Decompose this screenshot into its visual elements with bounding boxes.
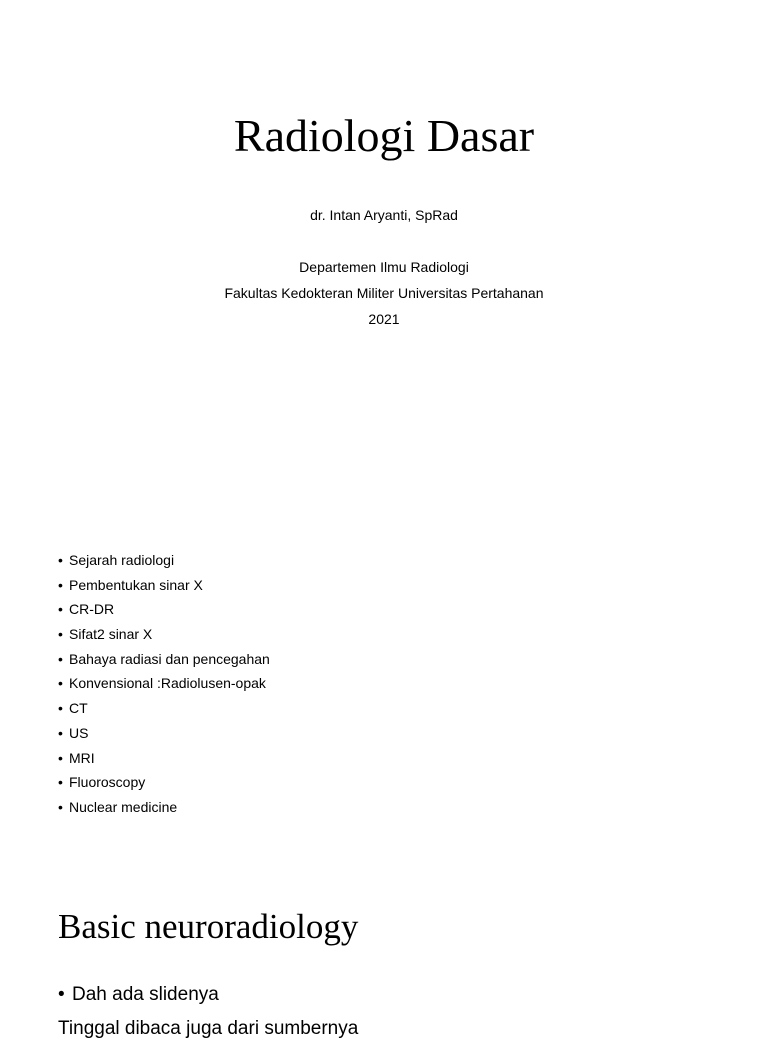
list-item: • Sejarah radiologi [58,552,175,568]
list-item: • Konvensional :Radiolusen-opak [58,675,266,692]
list-item: • Pembentukan sinar X [58,576,203,593]
list-item: • US [58,724,89,741]
author-line: dr. Intan Aryanti, SpRad [310,207,458,223]
section-title: Basic neuroradiology [58,907,359,946]
list-item: • CR-DR [58,601,115,618]
department-line: Departemen Ilmu Radiologi [299,259,469,275]
cut-off-text: Tinggal dibaca juga dari sumbernya [58,1018,359,1039]
list-item: • Dah ada slidenya [58,984,219,1005]
topic-list [58,548,270,820]
faculty-line: Fakultas Kedokteran Militer Universitas Pertahanan [224,285,544,301]
section-list [58,980,219,1010]
list-item: • Fluoroscopy [58,774,146,791]
list-item: • Nuclear medicine [58,798,178,815]
list-item: • Bahaya radiasi dan pencegahan [58,650,270,667]
list-item: • Sifat2 sinar X [58,626,153,643]
list-item: • CT [58,700,88,717]
list-item: • MRI [58,749,95,766]
year-line: 2021 [368,311,400,327]
slide-title: Radiologi Dasar [233,110,535,161]
